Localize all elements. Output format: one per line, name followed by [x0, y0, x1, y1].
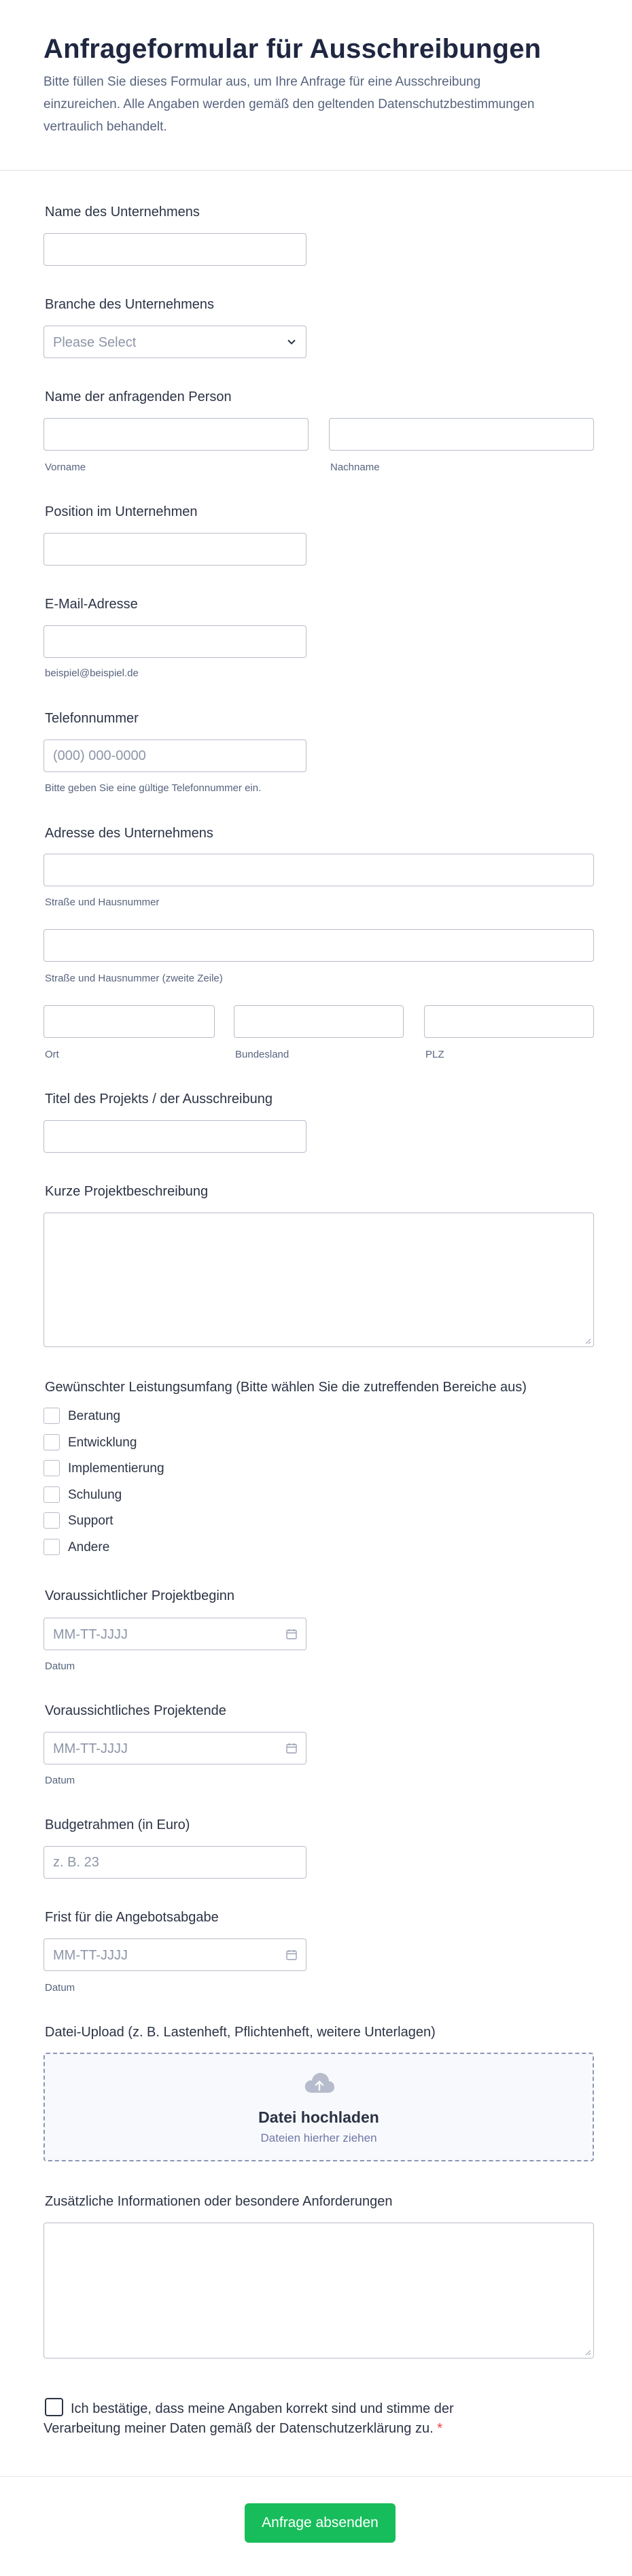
street-sublabel: Straße und Hausnummer — [45, 897, 160, 908]
scope-label: Gewünschter Leistungsumfang (Bitte wählen Sie die zutreffenden Bereiche aus) — [45, 1380, 527, 1395]
industry-label: Branche des Unternehmens — [45, 297, 215, 312]
street2-sublabel: Straße und Hausnummer (zweite Zeile) — [45, 973, 223, 984]
checkbox[interactable] — [43, 1486, 60, 1503]
project-title-label: Titel des Projekts / der Ausschreibung — [45, 1092, 273, 1107]
email-sublabel: beispiel@beispiel.de — [45, 667, 139, 679]
upload-title: Datei hochladen — [258, 2108, 379, 2126]
zip-sublabel: PLZ — [425, 1049, 444, 1060]
checkbox[interactable] — [43, 1434, 60, 1450]
position-input[interactable] — [43, 533, 306, 565]
cloud-upload-icon — [303, 2070, 336, 2095]
deadline-label: Frist für die Angebotsabgabe — [45, 1910, 219, 1925]
start-date-label: Voraussichtlicher Projektbeginn — [45, 1588, 235, 1603]
end-date-sublabel: Datum — [45, 1775, 75, 1786]
file-upload-dropzone[interactable] — [43, 2053, 594, 2161]
chevron-down-icon — [285, 336, 298, 348]
form-title: Anfrageformular für Ausschreibungen — [43, 34, 542, 64]
last-name-sublabel: Nachname — [330, 462, 380, 473]
last-name-input[interactable] — [329, 418, 594, 451]
company-name-label: Name des Unternehmens — [45, 205, 200, 220]
city-input[interactable] — [43, 1005, 215, 1038]
city-sublabel: Ort — [45, 1049, 59, 1060]
additional-info-label: Zusätzliche Informationen oder besondere Anforderungen — [45, 2194, 393, 2209]
phone-sublabel: Bitte geben Sie eine gültige Telefonnummer ein. — [45, 782, 262, 794]
address-label: Adresse des Unternehmens — [45, 826, 213, 841]
consent-label: Ich bestätige, dass meine Angaben korrekt sind und stimme der Verarbeitung meiner Daten gemäß der Datenschutzerklärung zu. — [43, 2401, 454, 2436]
calendar-icon[interactable] — [285, 1949, 298, 1961]
budget-label: Budgetrahmen (in Euro) — [45, 1817, 190, 1832]
deadline-placeholder: MM-TT-JJJJ — [53, 1948, 128, 1963]
consent-text — [43, 2399, 506, 2439]
scope-option-label: Schulung — [68, 1488, 122, 1502]
calendar-icon[interactable] — [285, 1628, 298, 1640]
position-label: Position im Unternehmen — [45, 504, 198, 519]
project-description-wrapper — [43, 1213, 594, 1347]
first-name-input[interactable] — [43, 418, 309, 451]
start-date-placeholder: MM-TT-JJJJ — [53, 1627, 128, 1642]
start-date-sublabel: Datum — [45, 1660, 75, 1672]
project-title-input[interactable] — [43, 1120, 306, 1153]
form-header — [0, 0, 632, 171]
email-input[interactable] — [43, 625, 306, 658]
zip-input[interactable] — [424, 1005, 594, 1038]
upload-label: Datei-Upload (z. B. Lastenheft, Pflichtenheft, weitere Unterlagen) — [45, 2025, 436, 2040]
upload-hint: Dateien hierher ziehen — [260, 2131, 377, 2144]
end-date-input[interactable] — [43, 1732, 306, 1764]
deadline-input[interactable] — [43, 1938, 306, 1971]
industry-select-placeholder: Please Select — [53, 335, 137, 350]
contact-name-label: Name der anfragenden Person — [45, 389, 232, 404]
end-date-label: Voraussichtliches Projektende — [45, 1703, 226, 1718]
state-input[interactable] — [234, 1005, 404, 1038]
checkbox[interactable] — [43, 1460, 60, 1476]
scope-option-label: Beratung — [68, 1409, 121, 1423]
deadline-sublabel: Datum — [45, 1982, 75, 1994]
email-label: E-Mail-Adresse — [45, 597, 138, 612]
project-description-textarea[interactable] — [43, 1213, 594, 1347]
checkbox[interactable] — [43, 1408, 60, 1424]
industry-select[interactable] — [43, 326, 306, 358]
project-description-label: Kurze Projektbeschreibung — [45, 1184, 209, 1199]
checkbox[interactable] — [43, 1512, 60, 1529]
first-name-sublabel: Vorname — [45, 462, 86, 473]
start-date-input[interactable] — [43, 1618, 306, 1650]
phone-input[interactable] — [43, 739, 306, 772]
form-description: Bitte füllen Sie dieses Formular aus, um Ihre Anfrage für eine Ausschreibung einzureichen. Alle Angaben werden gemäß den geltenden Datenschutzbestimmungen vertraulich behandelt. — [43, 75, 535, 134]
scope-option-label: Andere — [68, 1540, 110, 1554]
submit-button[interactable]: Anfrage absenden — [245, 2503, 396, 2543]
scope-option-label: Support — [68, 1514, 113, 1528]
footer-divider — [0, 2476, 632, 2477]
checkbox[interactable] — [43, 1539, 60, 1555]
additional-info-textarea[interactable] — [43, 2223, 594, 2359]
company-name-input[interactable] — [43, 233, 306, 266]
budget-input[interactable] — [43, 1846, 306, 1879]
phone-label: Telefonnummer — [45, 711, 139, 726]
scope-option-label: Entwicklung — [68, 1435, 137, 1450]
street2-input[interactable] — [43, 929, 594, 962]
end-date-placeholder: MM-TT-JJJJ — [53, 1741, 128, 1756]
calendar-icon[interactable] — [285, 1742, 298, 1754]
scope-option-label: Implementierung — [68, 1461, 164, 1476]
street-input[interactable] — [43, 854, 594, 886]
state-sublabel: Bundesland — [235, 1049, 289, 1060]
additional-info-wrapper — [43, 2223, 594, 2359]
required-asterisk: * — [437, 2421, 443, 2436]
